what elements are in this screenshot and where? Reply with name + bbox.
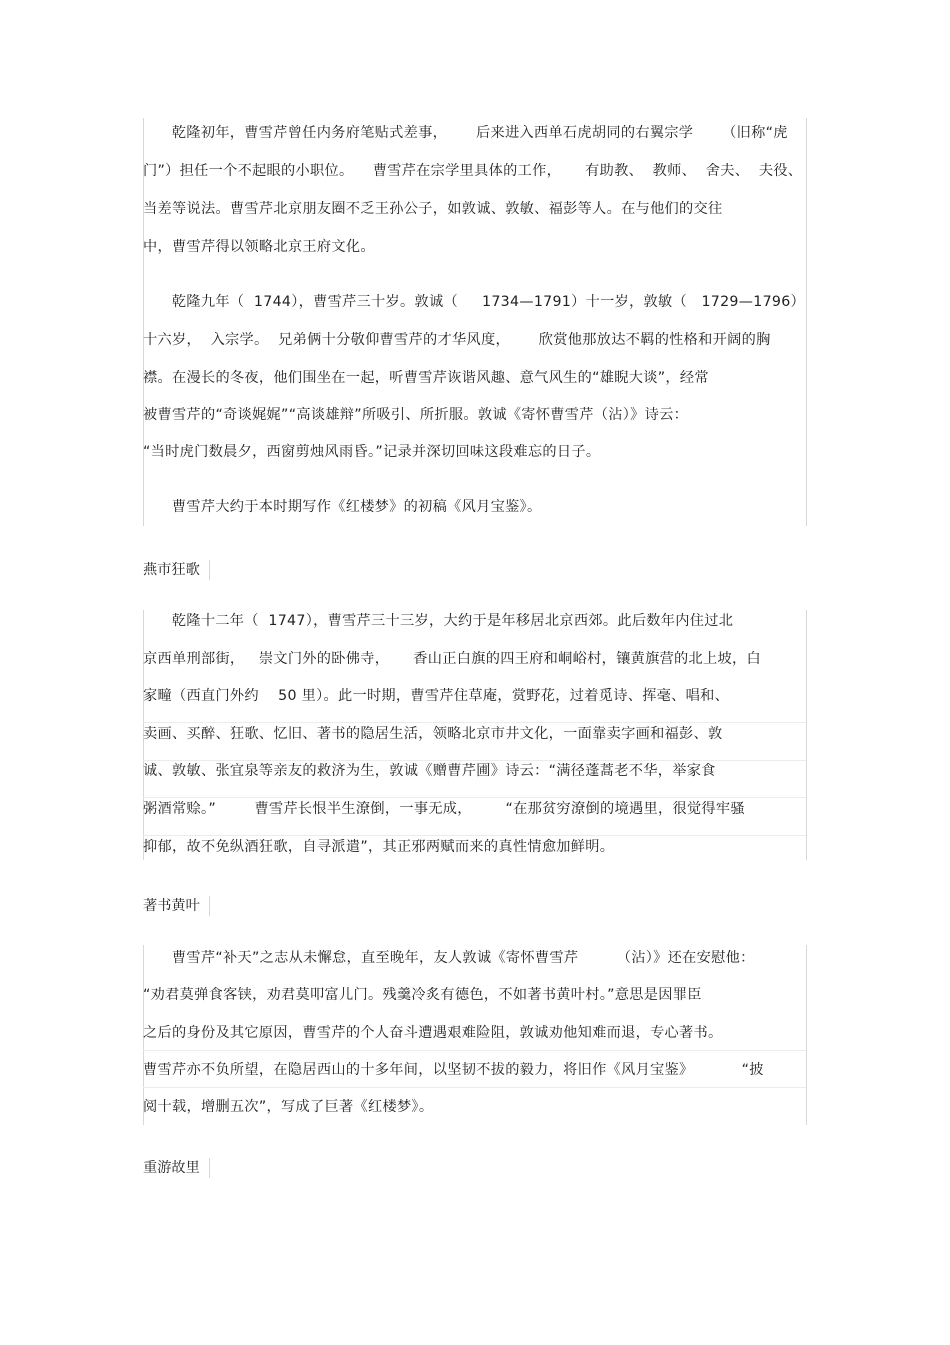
- paragraph-3-line: 曹雪芹大约于本时期写作《红楼梦》的初稿《风月宝鉴》。: [143, 499, 542, 515]
- heading-divider: [209, 896, 210, 916]
- paragraph-1-line: 中，曹雪芹得以领略北京王府文化。: [143, 239, 375, 255]
- heading-divider: [209, 1158, 210, 1178]
- row-rule: [143, 722, 806, 723]
- paragraph-5-line: 曹雪芹“补天”之志从未懈怠，直至晚年，友人敦诚《寄怀曹雪芹 （沾）》还在安慰他：: [143, 950, 755, 966]
- paragraph-4-line: 粥酒常赊。” 曹雪芹长恨半生潦倒，一事无成， “在那贫穷潦倒的境遇里，很觉得牢骚: [143, 801, 745, 817]
- paragraph-5-line: 之后的身份及其它原因，曹雪芹的个人奋斗遭遇艰难险阻，敦诚劝他知难而退，专心著书。: [143, 1025, 723, 1041]
- right-border-rule-2: [806, 610, 807, 860]
- row-rule: [143, 1050, 806, 1051]
- row-rule: [143, 797, 806, 798]
- paragraph-4-line: 诚、敦敏、张宜泉等亲友的救济为生，敦诚《赠曹芹圃》诗云：“满径蓬蒿老不华，举家食: [143, 763, 716, 779]
- row-rule: [143, 1087, 806, 1088]
- paragraph-4-line: 卖画、买醉、狂歌、忆旧、著书的隐居生活，领略北京市井文化，一面靠卖字画和福彭、敦: [143, 726, 723, 742]
- section-heading: 燕市狂歌: [143, 562, 200, 578]
- paragraph-2-line: 十六岁， 入宗学。 兄弟俩十分敬仰曹雪芹的才华风度， 欣赏他那放达不羁的性格和开阔的胸: [143, 332, 771, 348]
- paragraph-5-line: 曹雪芹亦不负所望，在隐居西山的十多年间，以坚韧不拔的毅力，将旧作《风月宝鉴》 “披: [143, 1062, 764, 1078]
- heading-divider: [209, 560, 210, 580]
- section-heading: 著书黄叶: [143, 898, 200, 914]
- right-border-rule-3: [806, 945, 807, 1125]
- paragraph-2-line: 被曹雪芹的“奇谈娓娓”“高谈雄辩”所吸引、所折服。敦诚《寄怀曹雪芹（沾）》诗云：: [143, 407, 689, 423]
- paragraph-2-line: 乾隆九年（ 1744），曹雪芹三十岁。敦诚（ 1734—1791）十一岁，敦敏（ 1729—1796）: [143, 294, 806, 310]
- paragraph-4-line: 抑郁，故不免纵酒狂歌，自寻派遣”，其正邪两赋而来的真性情愈加鲜明。: [143, 839, 615, 855]
- section-heading: 重游故里: [143, 1160, 200, 1176]
- paragraph-4-line: 家疃（西直门外约 50 里）。此一时期，曹雪芹住草庵，赏野花，过着觅诗、挥毫、唱和、: [143, 688, 730, 704]
- right-border-rule: [806, 118, 807, 526]
- paragraph-4-line: 京西单刑部街， 崇文门外的卧佛寺， 香山正白旗的四王府和峒峪村，镶黄旗营的北上坡，白: [143, 651, 761, 667]
- paragraph-1-line: 门”）担任一个不起眼的小职位。 曹雪芹在宗学里具体的工作， 有助教、 教师、 舍夫、 夫役、: [143, 163, 803, 179]
- paragraph-1-line: 乾隆初年，曹雪芹曾任内务府笔贴式差事， 后来进入西单石虎胡同的右翼宗学 （旧称“虎: [143, 125, 788, 141]
- paragraph-1-line: 当差等说法。曹雪芹北京朋友圈不乏王孙公子，如敦诚、敦敏、福彭等人。在与他们的交往: [143, 201, 723, 217]
- paragraph-2-line: “当时虎门数晨夕，西窗剪烛风雨昏。”记录并深切回味这段难忘的日子。: [143, 444, 601, 460]
- paragraph-5-line: “劝君莫弹食客铗，劝君莫叩富儿门。残羹冷炙有德色，不如著书黄叶村。”意思是因罪臣: [143, 987, 702, 1003]
- row-rule: [143, 835, 806, 836]
- paragraph-5-line: 阅十载，增删五次”，写成了巨著《红楼梦》。: [143, 1099, 434, 1115]
- paragraph-2-line: 襟。在漫长的冬夜，他们围坐在一起，听曹雪芹诙谐风趣、意气风生的“雄睨大谈”，经常: [143, 370, 709, 386]
- paragraph-4-line: 乾隆十二年（ 1747），曹雪芹三十三岁，大约于是年移居北京西郊。此后数年内住过北: [143, 613, 734, 629]
